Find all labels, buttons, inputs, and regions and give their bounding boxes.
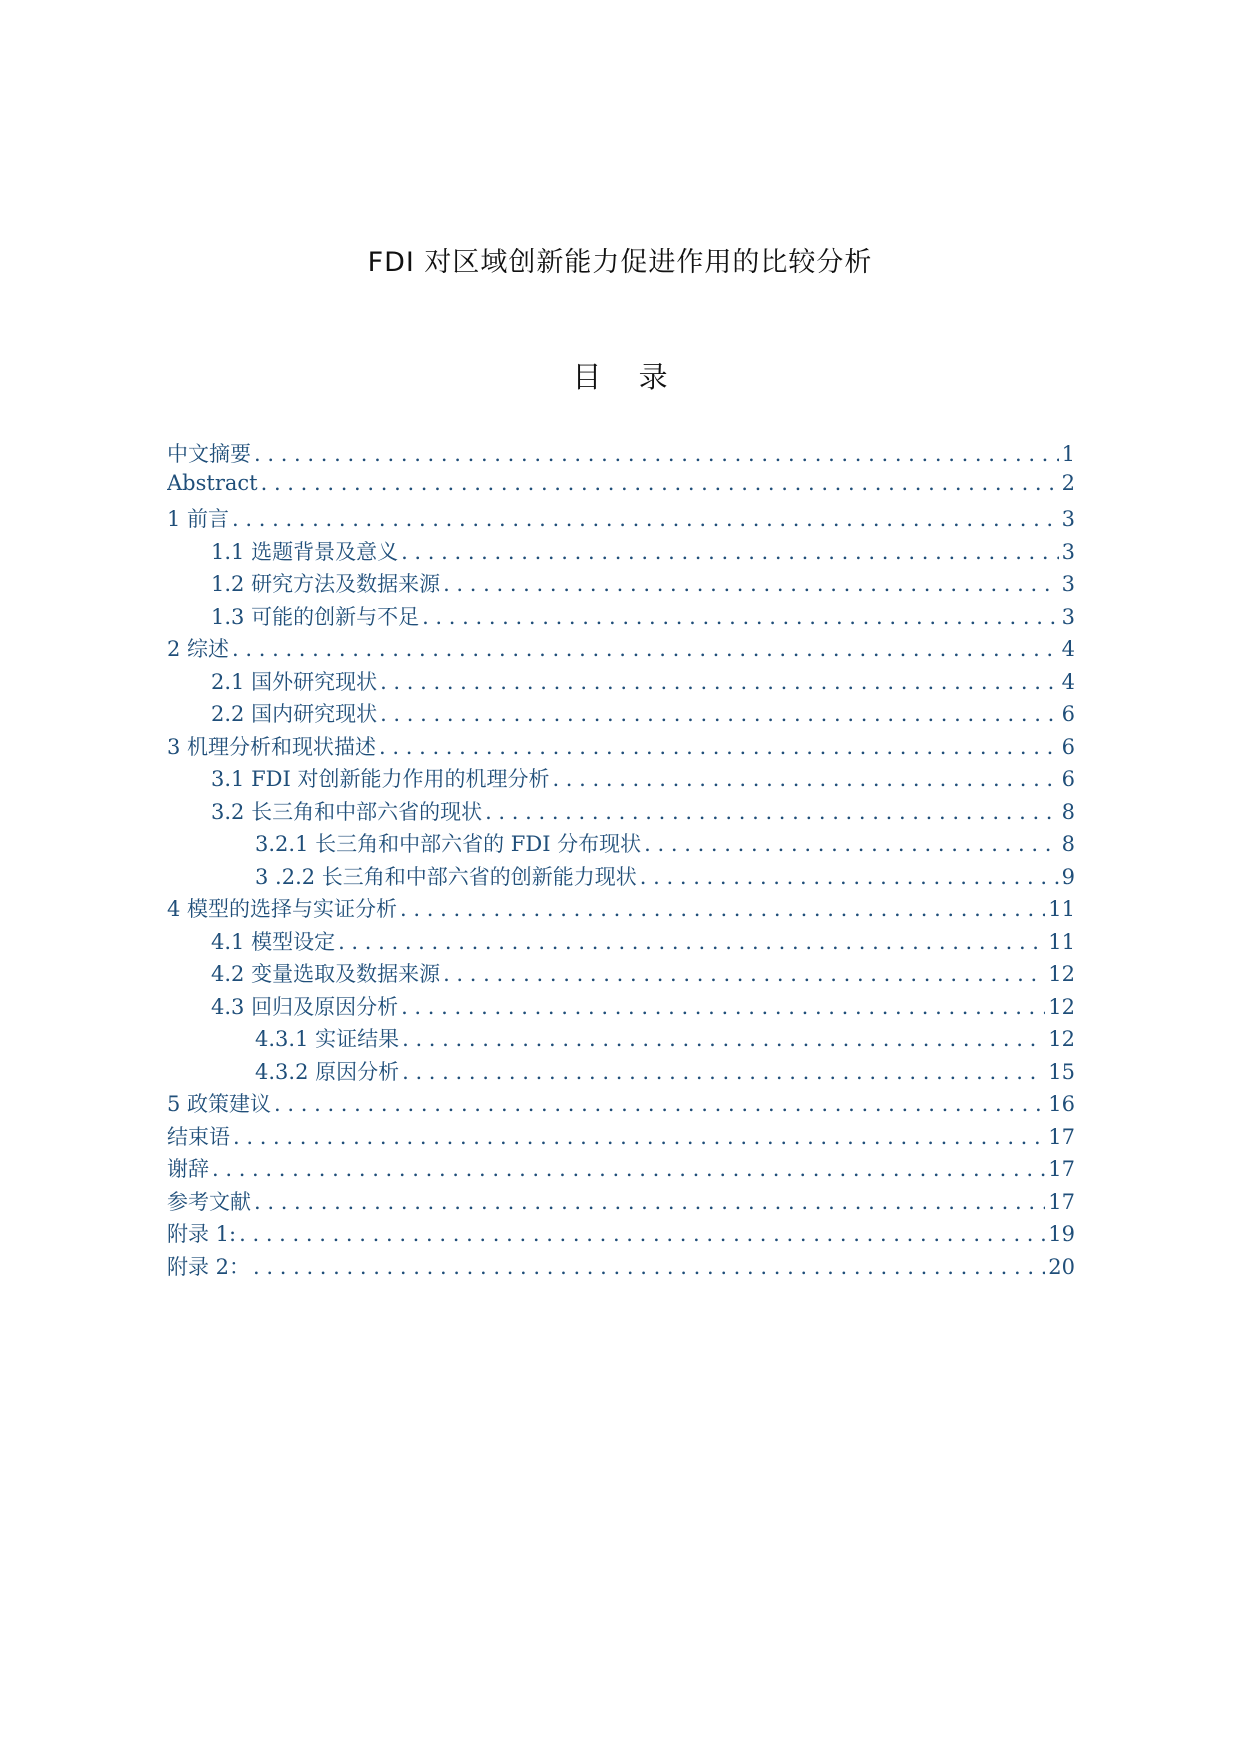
toc-heading: 目 录 xyxy=(572,360,682,394)
toc-entry-page-number: 12 xyxy=(1048,994,1075,1019)
toc-entry[interactable] xyxy=(167,1088,1075,1121)
toc-entry-page-number: 6 xyxy=(1061,734,1075,759)
toc-entry-label: 3 .2.2 长三角和中部六省的创新能力现状 xyxy=(255,864,637,889)
toc-entry-label: 1.3 可能的创新与不足 xyxy=(211,604,420,629)
toc-entry-label: 2.1 国外研究现状 xyxy=(211,669,378,694)
toc-entry[interactable] xyxy=(167,828,1075,861)
toc-entry-label: 1.1 选题背景及意义 xyxy=(211,539,399,564)
toc-dot-leader xyxy=(338,930,1045,954)
toc-dot-leader xyxy=(379,735,1059,759)
toc-entry-label: 3 机理分析和现状描述 xyxy=(167,734,377,759)
toc-entry[interactable] xyxy=(167,1153,1075,1186)
toc-entry-page-number: 8 xyxy=(1061,799,1075,824)
toc-entry[interactable] xyxy=(167,958,1075,991)
toc-entry-page-number: 17 xyxy=(1048,1157,1075,1181)
toc-entry-label: 5 政策建议 xyxy=(167,1092,272,1116)
toc-entry[interactable] xyxy=(167,601,1075,634)
toc-entry[interactable] xyxy=(167,568,1075,601)
toc-dot-leader xyxy=(401,540,1059,564)
toc-dot-leader xyxy=(212,1157,1045,1181)
toc-entry-page-number: 8 xyxy=(1061,832,1075,856)
toc-entry[interactable] xyxy=(167,438,1075,471)
toc-dot-leader xyxy=(254,442,1059,466)
toc-dot-leader xyxy=(254,1190,1045,1214)
toc-entry-page-number: 1 xyxy=(1061,442,1075,466)
toc-entry-label: 2 综述 xyxy=(167,637,230,661)
toc-entry-page-number: 12 xyxy=(1048,962,1075,986)
toc-entry-label: 3.1 FDI 对创新能力作用的机理分析 xyxy=(211,767,550,791)
toc-entry-page-number: 12 xyxy=(1048,1027,1075,1051)
toc-dot-leader xyxy=(443,572,1059,596)
toc-entry[interactable] xyxy=(167,471,1075,504)
toc-dot-leader xyxy=(644,832,1058,856)
toc-entry[interactable] xyxy=(167,861,1075,894)
toc-entry-label: 谢辞 xyxy=(167,1157,209,1181)
toc-dot-leader xyxy=(443,962,1045,986)
toc-entry-label: 参考文献 xyxy=(167,1189,251,1214)
toc-dot-leader xyxy=(261,471,1059,495)
toc-entry-page-number: 17 xyxy=(1048,1124,1075,1149)
toc-entry[interactable] xyxy=(167,1023,1075,1056)
toc-entry-label: 4.3 回归及原因分析 xyxy=(211,994,399,1019)
toc-entry-label: 4.1 模型设定 xyxy=(211,929,336,954)
toc-entry-label: 3.2 长三角和中部六省的现状 xyxy=(211,799,483,824)
toc-entry[interactable] xyxy=(167,1121,1075,1154)
toc-entry-page-number: 11 xyxy=(1048,929,1075,954)
toc-dot-leader xyxy=(253,1255,1045,1279)
toc-dot-leader xyxy=(380,702,1059,726)
toc-entry[interactable] xyxy=(167,763,1075,796)
toc-entry-label: 4.2 变量选取及数据来源 xyxy=(211,962,441,986)
toc-dot-leader xyxy=(233,1125,1045,1149)
toc-entry[interactable] xyxy=(167,1186,1075,1219)
toc-entry[interactable] xyxy=(167,731,1075,764)
toc-entry-label: 3.2.1 长三角和中部六省的 FDI 分布现状 xyxy=(255,832,642,856)
toc-entry-page-number: 2 xyxy=(1061,470,1075,495)
toc-entry-page-number: 19 xyxy=(1048,1222,1075,1246)
toc-entry[interactable] xyxy=(167,926,1075,959)
toc-dot-leader xyxy=(274,1092,1045,1116)
toc-entry-label: 4.3.1 实证结果 xyxy=(255,1027,400,1051)
toc-entry[interactable] xyxy=(167,503,1075,536)
toc-dot-leader xyxy=(401,995,1045,1019)
toc-entry-page-number: 4 xyxy=(1061,669,1075,694)
toc-entry[interactable] xyxy=(167,1251,1075,1284)
toc-entry[interactable] xyxy=(167,698,1075,731)
toc-entry-page-number: 15 xyxy=(1048,1059,1075,1084)
toc-entry-label: 1.2 研究方法及数据来源 xyxy=(211,572,441,596)
toc-dot-leader xyxy=(400,897,1045,921)
toc-entry[interactable] xyxy=(167,893,1075,926)
toc-dot-leader xyxy=(402,1060,1045,1084)
toc-entry-page-number: 3 xyxy=(1061,539,1075,564)
toc-entry-page-number: 11 xyxy=(1048,897,1075,921)
toc-dot-leader xyxy=(232,637,1059,661)
toc-entry[interactable] xyxy=(167,666,1075,699)
toc-entry-label: 中文摘要 xyxy=(167,442,251,466)
toc-entry-label: 附录 2： xyxy=(167,1254,251,1279)
toc-entry-page-number: 6 xyxy=(1061,702,1075,726)
toc-dot-leader xyxy=(239,1222,1045,1246)
toc-dot-leader xyxy=(552,767,1058,791)
toc-entry[interactable] xyxy=(167,796,1075,829)
toc-entry-page-number: 9 xyxy=(1061,864,1075,889)
toc-entry-page-number: 3 xyxy=(1061,507,1075,531)
toc-entry[interactable] xyxy=(167,991,1075,1024)
toc-entry-label: 4.3.2 原因分析 xyxy=(255,1059,400,1084)
toc-entry-label: 结束语 xyxy=(167,1124,230,1149)
table-of-contents xyxy=(167,438,1075,1283)
toc-entry-label: 附录 1: xyxy=(167,1222,237,1246)
toc-entry-page-number: 16 xyxy=(1048,1092,1075,1116)
toc-entry-page-number: 4 xyxy=(1061,637,1075,661)
toc-entry-page-number: 3 xyxy=(1061,572,1075,596)
toc-entry-page-number: 17 xyxy=(1048,1189,1075,1214)
document-title: FDI 对区域创新能力促进作用的比较分析 xyxy=(367,247,873,278)
toc-entry[interactable] xyxy=(167,1218,1075,1251)
toc-dot-leader xyxy=(232,507,1059,531)
toc-dot-leader xyxy=(402,1027,1045,1051)
toc-entry-label: 4 模型的选择与实证分析 xyxy=(167,897,398,921)
toc-entry[interactable] xyxy=(167,1056,1075,1089)
toc-entry-page-number: 20 xyxy=(1048,1254,1075,1279)
toc-entry[interactable] xyxy=(167,633,1075,666)
toc-entry[interactable] xyxy=(167,536,1075,569)
toc-entry-page-number: 6 xyxy=(1061,767,1075,791)
toc-dot-leader xyxy=(640,865,1059,889)
toc-entry-page-number: 3 xyxy=(1061,604,1075,629)
toc-dot-leader xyxy=(485,800,1059,824)
toc-entry-label: Abstract xyxy=(167,470,258,495)
toc-dot-leader xyxy=(422,605,1059,629)
toc-entry-label: 2.2 国内研究现状 xyxy=(211,702,378,726)
toc-dot-leader xyxy=(380,670,1059,694)
toc-entry-label: 1 前言 xyxy=(167,507,230,531)
